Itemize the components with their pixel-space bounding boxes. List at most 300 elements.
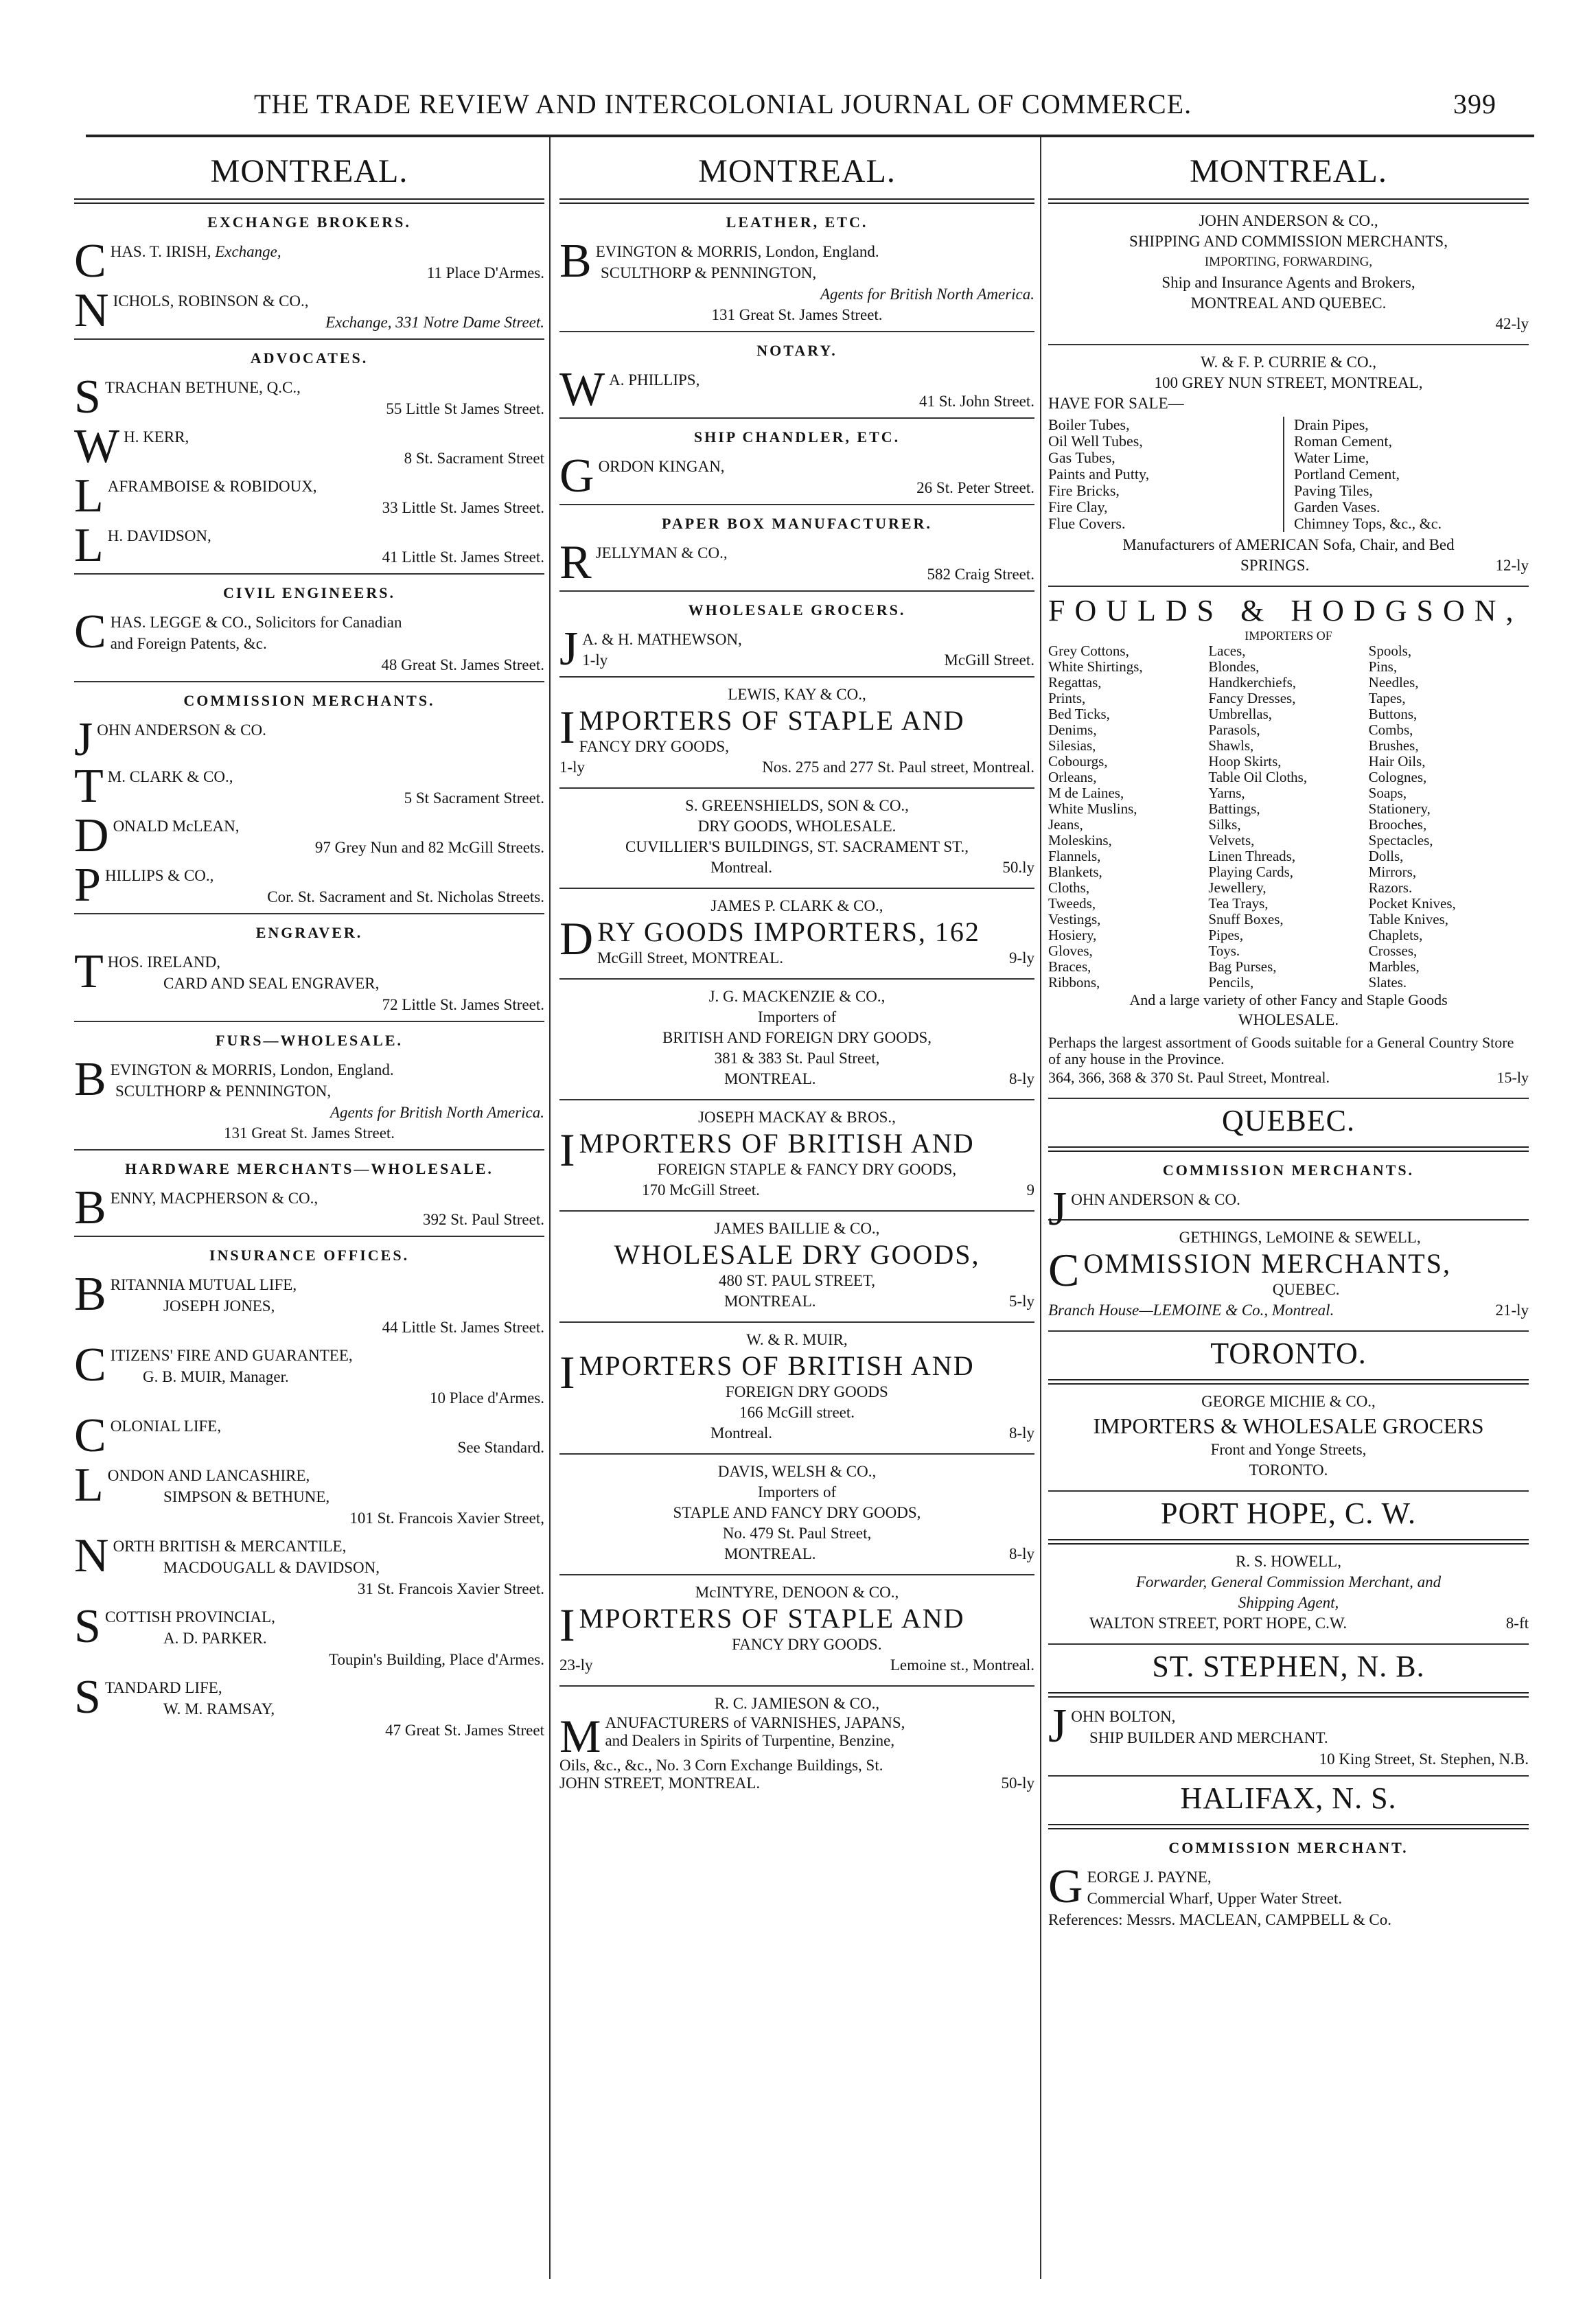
listing-address: 47 Great St. James Street <box>385 1722 544 1739</box>
rule <box>559 1099 1034 1100</box>
goods-list-right <box>1283 417 1529 532</box>
goods-item: White Shirtings, <box>1048 658 1143 675</box>
goods-item: Laces, <box>1208 643 1246 659</box>
ad-line: McGill Street, MONTREAL. <box>597 949 783 967</box>
listing-detail: SCULTHORP & PENNINGTON, <box>115 1083 332 1100</box>
drop-initial: S <box>74 371 101 424</box>
drop-initial: L <box>74 519 104 572</box>
header-rule <box>86 135 1534 137</box>
goods-item: Denims, <box>1048 721 1097 738</box>
goods-item: Tea Trays, <box>1208 895 1269 912</box>
goods-item: Gas Tubes, <box>1048 449 1115 466</box>
ad-ref: 50-ly <box>1001 1775 1034 1792</box>
double-rule <box>559 198 1034 204</box>
drop-initial: W <box>559 363 605 416</box>
rule <box>559 590 1034 592</box>
listing <box>74 1459 544 1529</box>
ad-headline: RY GOODS IMPORTERS, 162 <box>597 916 980 947</box>
ad-address: Lemoine st., Montreal. <box>890 1656 1034 1674</box>
drop-initial: D <box>74 809 109 862</box>
goods-item: Regattas, <box>1048 674 1102 691</box>
ad-line: MONTREAL. <box>724 1070 816 1087</box>
ad-line: HAVE FOR SALE— <box>1048 395 1184 412</box>
listing-detail: A. D. PARKER. <box>163 1630 267 1647</box>
section-heading: PAPER BOX MANUFACTURER. <box>662 515 932 532</box>
ad-line: Perhaps the largest assortment of Goods suitable for a General Country Store of any house in the Province. <box>1048 1034 1514 1067</box>
drop-initial: J <box>1048 1183 1067 1236</box>
drop-initial: T <box>74 945 104 998</box>
listing <box>74 605 544 675</box>
listing <box>74 284 544 337</box>
drop-initial: R <box>559 536 592 589</box>
section-heading: EXCHANGE BROKERS. <box>207 213 411 231</box>
listing-address: Toupin's Building, Place d'Armes. <box>329 1651 544 1668</box>
advertisement <box>559 684 1034 778</box>
listing-name: OHN BOLTON, <box>1071 1708 1176 1725</box>
goods-item: Parasols, <box>1208 721 1260 738</box>
city-heading: MONTREAL. <box>1190 153 1387 189</box>
page-number: 399 <box>1453 89 1496 119</box>
listing <box>1048 1860 1529 1930</box>
ad-heading: W. & R. MUIR, <box>746 1331 848 1348</box>
rule <box>559 504 1034 505</box>
goods-item: Yarns, <box>1208 785 1245 801</box>
ad-headline: OMMISSION MERCHANTS, <box>1083 1248 1451 1279</box>
goods-item: Cobourgs, <box>1048 753 1108 770</box>
section-heading: ADVOCATES. <box>250 349 369 367</box>
drop-initial: S <box>74 1671 101 1724</box>
goods-item: Silesias, <box>1048 737 1096 754</box>
ad-line: CUVILLIER'S BUILDINGS, ST. SACRAMENT ST., <box>625 838 969 855</box>
listing-address: 582 Craig Street. <box>927 566 1034 583</box>
ad-headline: MPORTERS OF BRITISH AND <box>579 1350 975 1381</box>
ad-heading: R. C. JAMIESON & CO., <box>714 1695 880 1712</box>
double-rule <box>1048 1824 1529 1829</box>
advertisement <box>559 1107 1034 1201</box>
drop-initial: P <box>74 859 101 912</box>
ad-line: Branch House—LEMOINE & Co., Montreal. <box>1048 1302 1334 1319</box>
column-right <box>1048 152 1529 1933</box>
ad-heading: W. & F. P. CURRIE & CO., <box>1200 354 1377 371</box>
goods-item: Handkerchiefs, <box>1208 674 1297 691</box>
rule <box>559 1574 1034 1575</box>
ad-heading: J. G. MACKENZIE & CO., <box>708 988 886 1005</box>
drop-initial: W <box>74 420 120 473</box>
section-heading: COMMISSION MERCHANTS. <box>1162 1161 1415 1179</box>
goods-item: Chaplets, <box>1368 927 1423 943</box>
ad-line: FOREIGN STAPLE & FANCY DRY GOODS, <box>657 1161 957 1178</box>
goods-item: Tapes, <box>1368 690 1406 706</box>
listing-address: 26 St. Peter Street. <box>916 479 1034 496</box>
goods-item: Table Oil Cloths, <box>1208 769 1308 785</box>
ad-line: FOREIGN DRY GOODS <box>725 1383 888 1400</box>
goods-item: Pins, <box>1368 658 1398 675</box>
goods-item: Shawls, <box>1208 737 1254 754</box>
ad-line: FANCY DRY GOODS, <box>579 738 729 755</box>
goods-item: Moleskins, <box>1048 832 1112 848</box>
ad-ref: 9 <box>1026 1181 1034 1199</box>
advertisement <box>1048 352 1529 576</box>
ad-ref: 1-ly <box>582 651 608 669</box>
ad-line: QUEBEC. <box>1272 1281 1340 1298</box>
ad-headline: IMPORTERS & WHOLESALE GROCERS <box>1093 1413 1484 1438</box>
listing <box>74 1181 544 1234</box>
drop-initial: T <box>74 760 104 813</box>
ad-line: JOHN STREET, MONTREAL. <box>559 1775 761 1792</box>
goods-item: Table Knives, <box>1368 911 1448 927</box>
ad-ref: 8-ly <box>1008 1545 1034 1562</box>
rule <box>1048 586 1529 587</box>
listing-address: 5 St Sacrament Street. <box>404 789 544 807</box>
ad-line: No. 479 St. Paul Street, <box>722 1525 872 1542</box>
double-rule <box>74 198 544 204</box>
goods-item: Tweeds, <box>1048 895 1096 912</box>
advertisement <box>559 1461 1034 1564</box>
rule <box>1048 1643 1529 1645</box>
goods-item: Boiler Tubes, <box>1048 416 1130 433</box>
listing <box>74 859 544 912</box>
ad-headline: MPORTERS OF STAPLE AND <box>579 705 965 736</box>
goods-item: Blondes, <box>1208 658 1260 675</box>
ad-heading: JAMES BAILLIE & CO., <box>714 1220 880 1237</box>
ad-line: And a large variety of other Fancy and Staple Goods <box>1129 991 1448 1008</box>
ad-ref: 8-ly <box>1008 1070 1034 1087</box>
goods-item: Garden Vases. <box>1294 498 1380 516</box>
goods-item: Paving Tiles, <box>1294 482 1373 499</box>
goods-item: M de Laines, <box>1048 785 1124 801</box>
journal-title: THE TRADE REVIEW AND INTERCOLONIAL JOURNAL OF COMMERCE. <box>254 89 1192 119</box>
goods-item: Flannels, <box>1048 848 1101 864</box>
listing-name: TANDARD LIFE, <box>104 1679 222 1696</box>
listing-name: TRACHAN BETHUNE, Q.C., <box>104 379 301 396</box>
listing-address: 31 St. Francois Xavier Street. <box>357 1580 544 1597</box>
ad-line: 381 & 383 St. Paul Street, <box>714 1050 880 1067</box>
ad-ref: 23-ly <box>559 1656 593 1674</box>
rule <box>74 681 544 682</box>
drop-initial: G <box>1048 1860 1083 1913</box>
column-left <box>74 152 544 1744</box>
rule <box>1048 1098 1529 1099</box>
listing-address: 8 St. Sacrament Street <box>404 450 544 467</box>
goods-item: Drain Pipes, <box>1294 416 1369 433</box>
drop-initial: J <box>74 713 93 766</box>
drop-initial: C <box>1048 1248 1080 1296</box>
listing-name: ORDON KINGAN, <box>598 458 725 475</box>
listing <box>74 470 544 522</box>
listing-name: ICHOLS, ROBINSON & CO., <box>113 292 309 310</box>
ad-ref: 8-ft <box>1505 1615 1529 1632</box>
ad-heading: JAMES P. CLARK & CO., <box>710 897 883 914</box>
goods-item: Battings, <box>1208 800 1260 817</box>
listing-name: COTTISH PROVINCIAL, <box>104 1608 275 1626</box>
goods-item: Slates. <box>1368 974 1407 991</box>
drop-initial: B <box>559 235 592 288</box>
drop-initial: B <box>74 1268 106 1321</box>
ad-line: SHIPPING AND COMMISSION MERCHANTS, <box>1129 233 1448 250</box>
advertisement <box>559 986 1034 1089</box>
rule <box>559 888 1034 889</box>
ad-line: MONTREAL AND QUEBEC. <box>1190 294 1387 312</box>
listing-detail: and Foreign Patents, &c. <box>110 635 267 652</box>
advertisement <box>559 1330 1034 1444</box>
ad-heading: JOHN ANDERSON & CO., <box>1199 212 1378 229</box>
listing-note: Agents for British North America. <box>820 286 1034 303</box>
listing <box>74 1529 544 1599</box>
ad-ref: 42-ly <box>1495 315 1529 332</box>
ad-heading: R. S. HOWELL, <box>1236 1553 1341 1570</box>
listing-name: HILLIPS & CO., <box>104 867 214 884</box>
section-heading: CIVIL ENGINEERS. <box>223 584 395 601</box>
drop-initial: S <box>74 1600 101 1653</box>
rule <box>1048 1219 1529 1221</box>
listing-address: 101 St. Francois Xavier Street, <box>349 1510 544 1527</box>
drop-initial: M <box>559 1714 601 1757</box>
listing <box>74 1053 544 1144</box>
rule <box>559 676 1034 678</box>
listing-name: EORGE J. PAYNE, <box>1087 1869 1212 1886</box>
goods-item: Colognes, <box>1368 769 1427 785</box>
ad-line: Shipping Agent, <box>1238 1594 1339 1611</box>
listing-address: McGill Street. <box>944 651 1034 669</box>
listing-name: A. & H. MATHEWSON, <box>582 631 742 648</box>
rule <box>1048 1490 1529 1492</box>
goods-item: Water Lime, <box>1294 449 1369 466</box>
listing-address: 11 Place D'Armes. <box>426 264 544 281</box>
advertisement <box>1048 1391 1529 1481</box>
drop-initial: I <box>559 1128 575 1176</box>
listing-name: ORTH BRITISH & MERCANTILE, <box>113 1538 347 1555</box>
listing-name: AFRAMBOISE & ROBIDOUX, <box>107 478 317 495</box>
ad-line: Ship and Insurance Agents and Brokers, <box>1161 274 1415 291</box>
goods-item: Brooches, <box>1368 816 1427 833</box>
goods-item: Brushes, <box>1368 737 1419 754</box>
listing-address: 41 Little St. James Street. <box>382 548 544 566</box>
advertisement <box>1048 1551 1529 1634</box>
rule <box>74 1149 544 1151</box>
listing-references: References: Messrs. MACLEAN, CAMPBELL & Co. <box>1048 1911 1391 1928</box>
section-heading: COMMISSION MERCHANT. <box>1168 1839 1409 1856</box>
city-heading: PORT HOPE, C. W. <box>1161 1496 1416 1530</box>
drop-initial: N <box>74 1529 109 1582</box>
ad-ref: 12-ly <box>1495 557 1529 574</box>
listing-name: H. DAVIDSON, <box>107 527 211 544</box>
double-rule <box>1048 198 1529 204</box>
section-heading: ENGRAVER. <box>255 924 363 941</box>
listing-name: A. PHILLIPS, <box>609 371 700 389</box>
listing-detail: MACDOUGALL & DAVIDSON, <box>163 1559 380 1576</box>
ad-heading: McINTYRE, DENOON & CO., <box>695 1584 899 1601</box>
goods-item: Orleans, <box>1048 769 1097 785</box>
listing <box>74 1671 544 1741</box>
ad-line: MONTREAL. <box>724 1545 816 1562</box>
city-heading: ST. STEPHEN, N. B. <box>1152 1650 1425 1683</box>
goods-item: Razors. <box>1368 879 1413 896</box>
listing-name: OHN ANDERSON & CO. <box>97 721 266 739</box>
listing <box>559 450 1034 502</box>
goods-table <box>1048 643 1529 991</box>
double-rule <box>1048 1539 1529 1545</box>
ad-line: Montreal. <box>710 1424 773 1442</box>
listing-address: 392 St. Paul Street. <box>423 1211 544 1228</box>
ad-address: Nos. 275 and 277 St. Paul street, Montreal. <box>762 759 1034 776</box>
listing <box>74 1409 544 1462</box>
ad-line: and Dealers in Spirits of Turpentine, Benzine, <box>605 1732 895 1749</box>
rule <box>1048 344 1529 345</box>
goods-item: Toys. <box>1208 943 1240 959</box>
drop-initial: C <box>74 605 106 658</box>
section-heading: WHOLESALE GROCERS. <box>688 601 906 619</box>
goods-item: Mirrors, <box>1368 864 1417 880</box>
ad-ref: 8-ly <box>1008 1424 1034 1442</box>
goods-item: Pocket Knives, <box>1368 895 1456 912</box>
goods-item: Blankets, <box>1048 864 1102 880</box>
drop-initial: N <box>74 284 109 337</box>
ad-line: Front and Yonge Streets, <box>1210 1441 1367 1458</box>
ad-headline: FOULDS & HODGSON, <box>1048 594 1523 627</box>
listing-address: See Standard. <box>457 1439 544 1456</box>
rule <box>559 978 1034 980</box>
city-heading: MONTREAL. <box>698 153 896 189</box>
listing <box>559 623 1034 675</box>
listing-detail: Commercial Wharf, Upper Water Street. <box>1087 1890 1343 1907</box>
double-rule <box>1048 1379 1529 1385</box>
rule <box>559 1210 1034 1212</box>
column-rule-1 <box>549 137 551 2279</box>
goods-item: Fancy Dresses, <box>1208 690 1296 706</box>
ad-line: DRY GOODS, WHOLESALE. <box>697 818 897 835</box>
rule <box>559 787 1034 789</box>
listing-name: HOS. IRELAND, <box>107 953 220 971</box>
goods-item: Oil Well Tubes, <box>1048 432 1143 450</box>
listing <box>559 363 1034 416</box>
listing <box>1048 1700 1529 1770</box>
ad-line: 170 McGill Street. <box>642 1181 760 1199</box>
goods-item: Stationery, <box>1368 800 1431 817</box>
section-heading: SHIP CHANDLER, ETC. <box>693 428 901 446</box>
double-rule <box>1048 1146 1529 1152</box>
goods-item: Ribbons, <box>1048 974 1100 991</box>
advertisement <box>559 1582 1034 1676</box>
listing-name: EVINGTON & MORRIS, London, England. <box>110 1061 394 1078</box>
listing-address: 131 Great St. James Street. <box>223 1124 395 1142</box>
ad-heading: S. GREENSHIELDS, SON & CO., <box>685 797 909 814</box>
column-middle <box>559 152 1034 1802</box>
goods-item: Combs, <box>1368 721 1413 738</box>
listing-address: 10 King Street, St. Stephen, N.B. <box>1319 1750 1529 1768</box>
ad-line: 364, 366, 368 & 370 St. Paul Street, Montreal. <box>1048 1069 1330 1086</box>
listing-name: OHN ANDERSON & CO. <box>1071 1191 1240 1208</box>
goods-item: Pipes, <box>1208 927 1244 943</box>
listing-note: Agents for British North America. <box>330 1104 544 1121</box>
ad-ref: 15-ly <box>1496 1069 1529 1086</box>
section-heading: INSURANCE OFFICES. <box>209 1247 410 1264</box>
listing <box>74 760 544 813</box>
listing-address: 33 Little St. James Street. <box>382 499 544 516</box>
drop-initial: B <box>74 1053 106 1106</box>
goods-item: Hosiery, <box>1048 927 1097 943</box>
goods-item: Paints and Putty, <box>1048 465 1150 483</box>
listing-detail: JOSEPH JONES, <box>163 1297 275 1315</box>
ad-heading: LEWIS, KAY & CO., <box>728 686 866 703</box>
listing <box>1048 1183 1529 1236</box>
rule <box>559 1453 1034 1455</box>
goods-item: Flue Covers. <box>1048 515 1126 532</box>
drop-initial: L <box>74 1459 104 1512</box>
listing-name: ONDON AND LANCASHIRE, <box>107 1467 310 1484</box>
ad-ref: 5-ly <box>1008 1293 1034 1310</box>
goods-item: Hair Oils, <box>1368 753 1426 770</box>
advertisement <box>1048 211 1529 334</box>
goods-item: Bed Ticks, <box>1048 706 1110 722</box>
listing <box>74 1600 544 1670</box>
drop-initial: I <box>559 1350 575 1398</box>
goods-item: Pencils, <box>1208 974 1254 991</box>
listing <box>74 519 544 572</box>
listing-note: Exchange, <box>215 243 281 260</box>
ad-line: SPRINGS. <box>1240 557 1310 574</box>
drop-initial: J <box>559 623 579 675</box>
ad-line: WHOLESALE. <box>1238 1011 1339 1028</box>
section-heading: NOTARY. <box>756 342 837 359</box>
listing-name: H. KERR, <box>124 428 189 446</box>
listing <box>559 536 1034 589</box>
listing <box>559 235 1034 325</box>
ad-heading: JOSEPH MACKAY & BROS., <box>698 1109 896 1126</box>
listing <box>74 420 544 473</box>
rule <box>74 913 544 914</box>
ad-heading: DAVIS, WELSH & CO., <box>717 1463 877 1480</box>
ad-line: IMPORTERS OF <box>1245 629 1332 643</box>
ad-line: ANUFACTURERS of VARNISHES, JAPANS, <box>605 1714 905 1731</box>
goods-item: Jewellery, <box>1208 879 1267 896</box>
ad-ref: 1-ly <box>559 759 586 776</box>
ad-heading: GETHINGS, LeMOINE & SEWELL, <box>1179 1229 1421 1246</box>
goods-item: Umbrellas, <box>1208 706 1273 722</box>
goods-item: Buttons, <box>1368 706 1418 722</box>
listing-detail: SIMPSON & BETHUNE, <box>163 1488 330 1505</box>
column-rule-2 <box>1040 137 1041 2279</box>
listing-name: ONALD McLEAN, <box>113 818 240 835</box>
rule <box>559 1321 1034 1323</box>
drop-initial: L <box>74 470 104 522</box>
goods-item: Jeans, <box>1048 816 1083 833</box>
ad-line: IMPORTING, FORWARDING, <box>1204 255 1373 269</box>
goods-column-2 <box>1208 643 1368 991</box>
listing-detail: W. M. RAMSAY, <box>163 1700 275 1718</box>
listing-detail: SCULTHORP & PENNINGTON, <box>601 264 817 281</box>
ad-line: 166 McGill street. <box>739 1404 855 1421</box>
city-heading: QUEBEC. <box>1222 1104 1355 1137</box>
ad-ref: 9-ly <box>1008 949 1034 967</box>
listing-detail: SHIP BUILDER AND MERCHANT. <box>1089 1729 1328 1746</box>
goods-item: Snuff Boxes, <box>1208 911 1284 927</box>
rule <box>559 1685 1034 1687</box>
listing <box>74 945 544 1015</box>
goods-item: Spectacles, <box>1368 832 1433 848</box>
listing <box>74 713 544 766</box>
listing <box>74 235 544 288</box>
ad-line: TORONTO. <box>1249 1461 1328 1479</box>
listing-address: Exchange, 331 Notre Dame Street. <box>325 314 544 331</box>
ad-line: WALTON STREET, PORT HOPE, C.W. <box>1089 1615 1348 1632</box>
advertisement <box>559 896 1034 969</box>
city-heading: HALIFAX, N. S. <box>1180 1781 1397 1815</box>
goods-item: Bag Purses, <box>1208 958 1277 975</box>
drop-initial: I <box>559 1603 575 1651</box>
rule <box>74 338 544 340</box>
listing-address: 44 Little St. James Street. <box>382 1319 544 1336</box>
listing-address: 55 Little St James Street. <box>386 400 544 417</box>
